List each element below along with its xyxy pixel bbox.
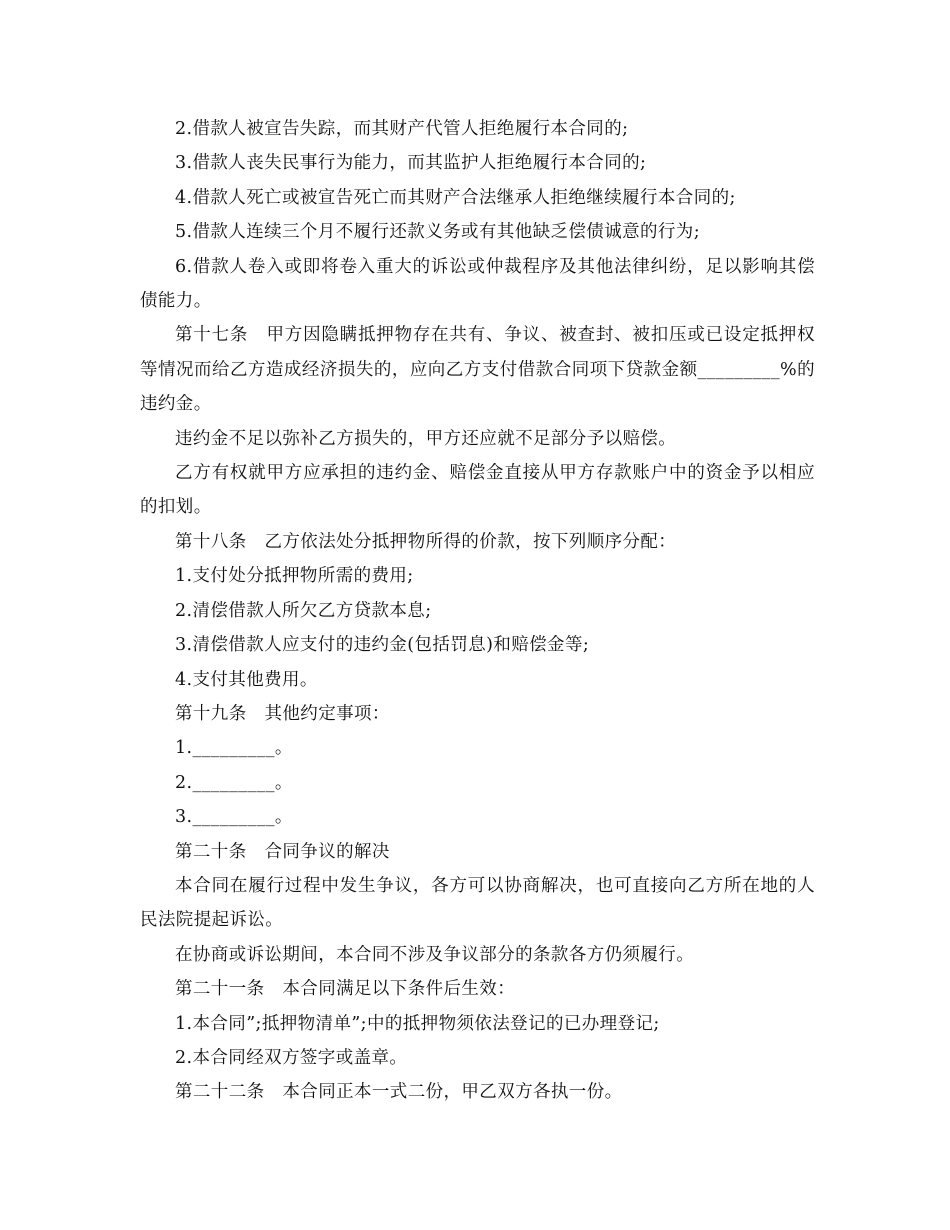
article-20: 第二十条 合同争议的解决 xyxy=(175,841,390,862)
article-18-item-2: 2.清偿借款人所欠乙方贷款本息; xyxy=(175,600,432,621)
article-19-item-3: 3._________。 xyxy=(175,807,293,828)
article-18-item-1: 1.支付处分抵押物所需的费用; xyxy=(175,566,414,587)
article-20-paragraph-2: 在协商或诉讼期间，本合同不涉及争议部分的条款各方仍须履行。 xyxy=(175,944,695,965)
article-19-item-2: 2._________。 xyxy=(175,772,293,793)
clause-item-4: 4.借款人死亡或被宣告死亡而其财产合法继承人拒绝继续履行本合同的; xyxy=(175,187,736,208)
article-17: 第十七条 甲方因隐瞒抵押物存在共有、争议、被查封、被扣压或已设定抵押权等情况而给乙方造成经济损失的，应向乙方支付借款合同项下贷款金额_________%的违约金。 xyxy=(140,325,815,415)
document-body xyxy=(140,112,815,1110)
clause-item-5: 5.借款人连续三个月不履行还款义务或有其他缺乏偿债诚意的行为; xyxy=(175,222,700,243)
article-18: 第十八条 乙方依法处分抵押物所得的价款，按下列顺序分配： xyxy=(175,531,677,552)
article-21-item-2: 2.本合同经双方签字或盖章。 xyxy=(175,1047,408,1068)
article-21: 第二十一条 本合同满足以下条件后生效： xyxy=(175,979,516,1000)
clause-item-6: 6.借款人卷入或即将卷入重大的诉讼或仲裁程序及其他法律纠纷，足以影响其偿债能力。 xyxy=(140,256,815,312)
article-18-item-3: 3.清偿借款人应支付的违约金(包括罚息)和赔偿金等; xyxy=(175,635,590,656)
article-19-item-1: 1._________。 xyxy=(175,738,293,759)
article-21-item-1: 1.本合同”;抵押物清单”;中的抵押物须依法登记的已办理登记; xyxy=(175,1013,660,1034)
article-17-paragraph-2: 违约金不足以弥补乙方损失的，甲方还应就不足部分予以赔偿。 xyxy=(175,428,677,449)
clause-item-2: 2.借款人被宣告失踪，而其财产代管人拒绝履行本合同的; xyxy=(175,119,629,139)
article-20-paragraph-1: 本合同在履行过程中发生争议，各方可以协商解决，也可直接向乙方所在地的人民法院提起诉讼。 xyxy=(140,875,815,931)
article-18-item-4: 4.支付其他费用。 xyxy=(175,669,318,690)
clause-item-3: 3.借款人丧失民事行为能力，而其监护人拒绝履行本合同的; xyxy=(175,153,647,174)
article-19: 第十九条 其他约定事项： xyxy=(175,703,390,724)
article-22: 第二十二条 本合同正本一式二份，甲乙双方各执一份。 xyxy=(175,1082,623,1103)
article-17-paragraph-3: 乙方有权就甲方应承担的违约金、赔偿金直接从甲方存款账户中的资金予以相应的扣划。 xyxy=(140,463,815,518)
